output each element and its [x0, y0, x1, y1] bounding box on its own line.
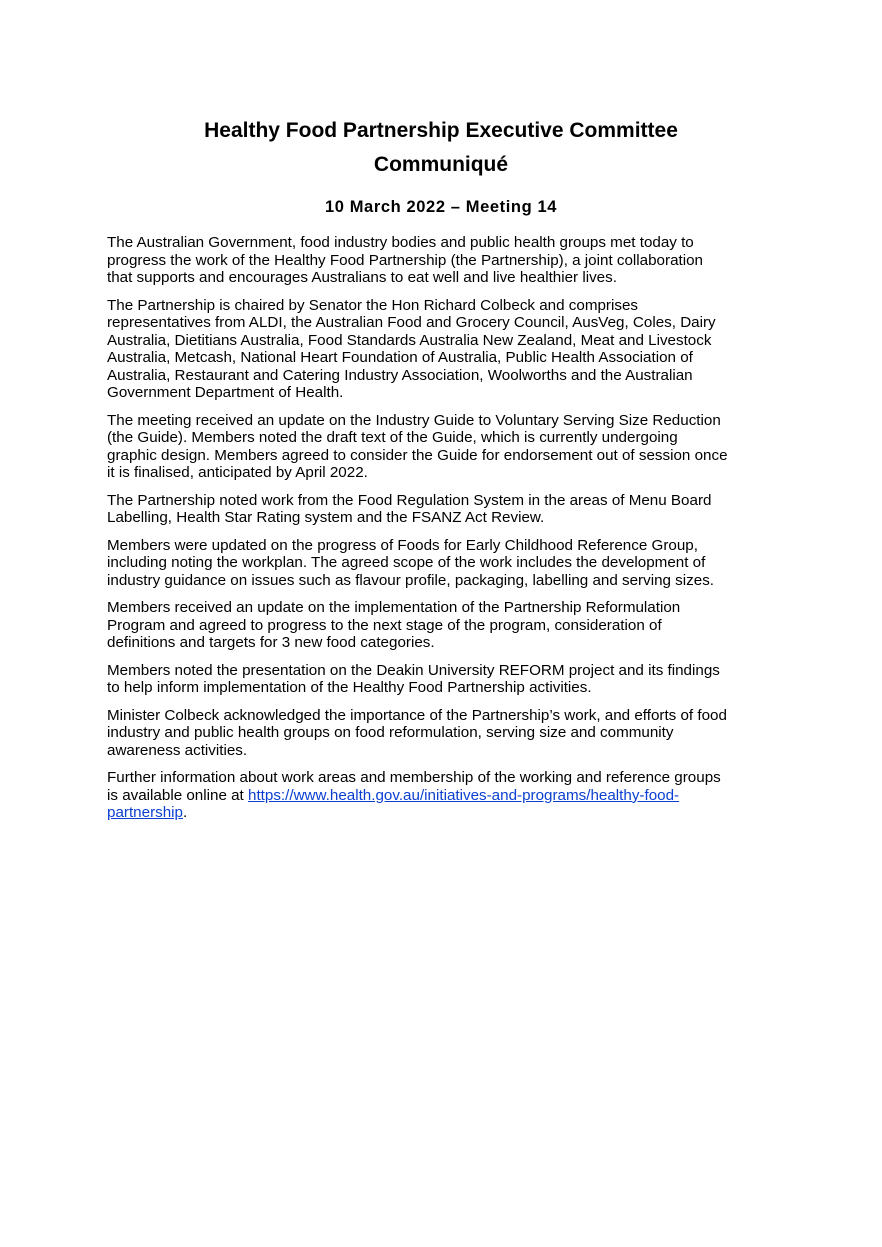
paragraph-line: (the Guide). Members noted the draft text of the Guide, which is currently undergoing	[107, 429, 678, 446]
paragraph-serving-size-guide	[107, 412, 779, 482]
paragraph-line: Australia, Metcash, National Heart Foundation of Australia, Public Health Association of	[107, 349, 693, 366]
paragraph-further-information	[107, 769, 779, 822]
paragraph-line: Members were updated on the progress of Foods for Early Childhood Reference Group,	[107, 536, 698, 554]
paragraph-line: Australia, Restaurant and Catering Industry Association, Woolworths and the Australian	[107, 366, 693, 384]
paragraph-line: to help inform implementation of the Healthy Food Partnership activities.	[107, 679, 592, 696]
paragraph-line: Minister Colbeck acknowledged the importance of the Partnership’s work, and efforts of food	[107, 706, 727, 724]
paragraph-line: progress the work of the Healthy Food Partnership (the Partnership), a joint collaboration	[107, 251, 703, 269]
paragraph-line: The Australian Government, food industry bodies and public health groups met today to	[107, 234, 694, 251]
paragraph-line: awareness activities.	[107, 741, 248, 759]
communique-body	[107, 234, 779, 832]
paragraph-line: The meeting received an update on the Industry Guide to Voluntary Serving Size Reduction	[107, 411, 721, 429]
paragraph-line: Members received an update on the implementation of the Partnership Reformulation	[107, 599, 681, 616]
paragraph-line: that supports and encourages Australians to eat well and live healthier lives.	[107, 269, 617, 286]
paragraph-line: Government Department of Health.	[107, 384, 344, 401]
paragraph-line: is available online at	[107, 786, 248, 804]
paragraph-line: definitions and targets for 3 new food categories.	[107, 634, 435, 651]
paragraph-deakin-reform	[107, 662, 779, 697]
paragraph-food-regulation	[107, 492, 779, 527]
paragraph-line: industry guidance on issues such as flavour profile, packaging, labelling and serving sizes.	[107, 571, 715, 589]
sentence-end: .	[182, 804, 188, 821]
paragraph-line: graphic design. Members agreed to consider the Guide for endorsement out of session once	[107, 446, 728, 464]
paragraph-line: Australia, Dietitians Australia, Food Standards Australia New Zealand, Meat and Livestock	[107, 331, 712, 349]
paragraph-line: industry and public health groups on food reformulation, serving size and community	[107, 724, 674, 741]
paragraph-line: including noting the workplan. The agreed scope of the work includes the development of	[107, 554, 706, 571]
link-text-part-1: https://www.health.gov.au/initiatives-and-programs/healthy-food-	[248, 786, 680, 804]
paragraph-minister-acknowledgement	[107, 707, 779, 760]
paragraph-reformulation-program	[107, 599, 779, 652]
link-text-part-2: partnership	[107, 804, 183, 821]
paragraph-early-childhood	[107, 537, 779, 590]
paragraph-line: Members noted the presentation on the Deakin University REFORM project and its findings	[107, 661, 720, 679]
paragraph-line: The Partnership is chaired by Senator the Hon Richard Colbeck and comprises	[107, 296, 638, 314]
page-title	[100, 114, 782, 182]
title-line-2: Communiqué	[373, 153, 509, 176]
paragraph-line: Further information about work areas and membership of the working and reference groups	[107, 769, 721, 786]
paragraph-line: representatives from ALDI, the Australian Food and Grocery Council, AusVeg, Coles, Dairy	[107, 314, 716, 331]
title-line-1: Healthy Food Partnership Executive Committee	[204, 119, 678, 142]
paragraph-line: The Partnership noted work from the Food Regulation System in the areas of Menu Board	[107, 491, 712, 509]
paragraph-line: Labelling, Health Star Rating system and the FSANZ Act Review.	[107, 509, 545, 526]
paragraph-membership	[107, 297, 779, 402]
paragraph-line: it is finalised, anticipated by April 2022.	[107, 464, 368, 481]
meeting-date-subtitle: 10 March 2022 – Meeting 14	[324, 198, 558, 216]
paragraph-line: Program and agreed to progress to the next stage of the program, consideration of	[107, 616, 662, 634]
paragraph-intro	[107, 234, 779, 287]
